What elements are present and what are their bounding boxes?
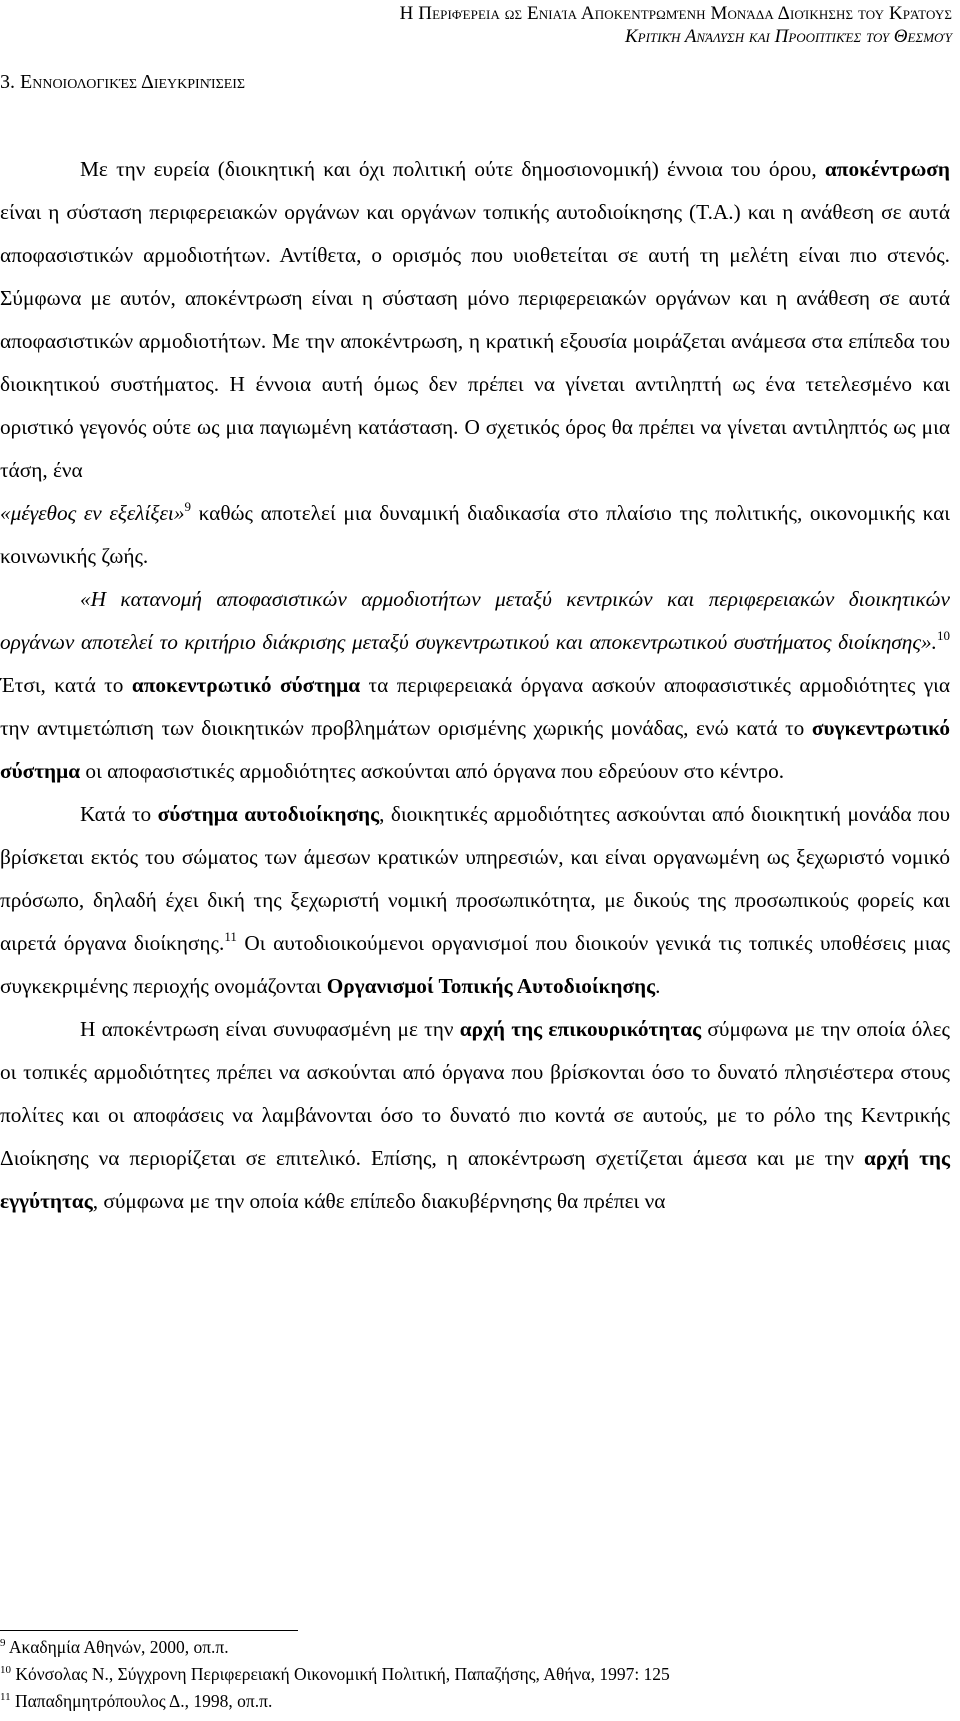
text-run: Η αποκέντρωση είναι συνυφασμένη με την — [80, 1017, 454, 1041]
text-run: οι αποφασιστικές αρμοδιότητες ασκούνται από όργανα που εδρεύουν στο κέντρο. — [85, 759, 785, 783]
bold-term: αποκεντρωτικό σύστημα — [131, 673, 361, 697]
text-run: τα περιφερειακά όργανα ασκούν αποφασιστικές αρμοδιότητες για την αντιμετώπιση των διοικητικών προβλημάτων ορισμένης χωρικής μονάδας, ενώ κατά το — [0, 673, 950, 740]
text-run: είναι η σύσταση περιφερειακών οργάνων και οργάνων τοπικής αυτοδιοίκησης (Τ.Α.) και η ανάθεση σε αυτά αποφασιστικών αρμοδιοτήτων. Αντίθετα, ο ορισμός που υιοθετείται σε αυτή τη μελέτη είναι πιο στενός. Σύμφωνα με αυτόν, αποκέντρωση είναι η σύσταση μόνο περιφερειακών οργάνων και η ανάθεση σε αυτά αποφασιστικών αρμοδιοτήτων. Με την αποκέντρωση, η κρατική εξουσία μοιράζεται ανάμεσα στα επίπεδα του διοικητικού συστήματος. Η έννοια αυτή όμως δεν πρέπει να γίνεται αντιληπτή ως ένα τετελεσμένο και οριστικό γεγονός ούτε ως μια παγιωμένη κατάσταση. Ο σχετικός όρος θα πρέπει να γίνεται αντιληπτός ως μια τάση, ένα — [0, 200, 950, 482]
text-run: καθώς αποτελεί μια δυναμική διαδικασία στο πλαίσιο της πολιτικής, οικονομικής και κοινωνικής ζωής. — [0, 501, 950, 568]
italic-quote: «Η κατανομή αποφασιστικών αρμοδιοτήτων μεταξύ κεντρικών και περιφερειακών διοικητικών οργάνων αποτελεί το κριτήριο διάκρισης μεταξύ συγκεντρωτικού και αποκεντρωτικού συστήματος διοίκησης». — [0, 587, 950, 654]
section-heading: 3. Εννοιολογικές Διευκρινίσεις — [0, 71, 246, 93]
italic-quote: «μέγεθος εν εξελίξει» — [0, 501, 185, 525]
footnote-10 — [0, 1661, 950, 1688]
bold-term: αποκέντρωση — [824, 157, 950, 181]
text-run: σύμφωνα με την οποία όλες οι τοπικές αρμοδιότητες πρέπει να ασκούνται από όργανα που βρίσκονται όσο το δυνατό πλησιέστερα στους πολίτες και οι αποφάσεις να λαμβάνονται όσο το δυνατό πιο κοντά σε αυτούς, με το ρόλο της Κεντρικής Διοίκησης να περιορίζεται σε επιτελικό. Επίσης, η αποκέντρωση σχετίζεται άμεσα και με την — [0, 1017, 950, 1170]
footnote-text: Κόνσολας Ν., Σύγχρονη Περιφερειακή Οικονομική Πολιτική, Παπαζήσης, Αθήνα, 1997: 125 — [15, 1664, 670, 1684]
header-title: Η Περιφέρεια ως Ενιαία Αποκεντρωμένη Μονάδα Διοίκησης του Κράτους — [399, 3, 952, 24]
text-run: . — [655, 974, 661, 998]
footnote-number: 11 — [0, 1691, 11, 1703]
paragraph-4 — [0, 1008, 950, 1223]
bold-term: σύστημα αυτοδιοίκησης — [157, 802, 380, 826]
text-run: Με την ευρεία (διοικητική και όχι πολιτική ούτε δημοσιονομική) έννοια του όρου, — [80, 157, 817, 181]
text-run: Οι αυτοδιοικούμενοι οργανισμοί που διοικούν γενικά τις τοπικές υποθέσεις μιας συγκεκριμένης περιοχής ονομάζονται — [0, 931, 951, 998]
body-text — [0, 148, 950, 1223]
footnote-ref-9[interactable]: 9 — [184, 499, 191, 514]
bold-term: αρχή της εγγύτητας — [0, 1146, 951, 1213]
footnote-ref-10[interactable]: 10 — [937, 628, 950, 643]
footnote-text: Παπαδημητρόπουλος Δ., 1998, οπ.π. — [14, 1691, 273, 1711]
header-subtitle: Κριτική Ανάλυση και Προοπτικές του Θεσμού — [624, 26, 952, 47]
text-run: , σύμφωνα με την οποία κάθε επίπεδο διακυβέρνησης θα πρέπει να — [92, 1189, 666, 1213]
footnotes — [0, 1634, 950, 1715]
paragraph-1 — [0, 148, 950, 578]
running-header — [400, 2, 952, 48]
footnote-text: Ακαδημία Αθηνών, 2000, οπ.π. — [8, 1637, 229, 1657]
footnote-11 — [0, 1688, 950, 1715]
footnote-9 — [0, 1634, 950, 1661]
footnote-ref-11[interactable]: 11 — [224, 929, 237, 944]
text-run: Κατά το — [80, 802, 152, 826]
paragraph-2 — [0, 578, 950, 793]
bold-term: αρχή της επικουρικότητας — [459, 1017, 702, 1041]
footnote-number: 9 — [0, 1637, 6, 1649]
bold-term: Οργανισμοί Τοπικής Αυτοδιοίκησης — [326, 974, 656, 998]
footnote-number: 10 — [0, 1664, 11, 1676]
text-run: , διοικητικές αρμοδιότητες ασκούνται από διοικητική μονάδα που βρίσκεται εκτός του σώματος των άμεσων κρατικών υπηρεσιών, και είναι οργανωμένη ως ξεχωριστό νομικό πρόσωπο, δηλαδή έχει δική της ξεχωριστή νομική προσωπικότητα, με δικούς της προσωπικούς φορείς και αιρετά όργανα διοίκησης. — [0, 802, 950, 955]
footnote-separator — [0, 1630, 298, 1631]
text-run: Έτσι, κατά το — [0, 673, 124, 697]
bold-term: συγκεντρωτικό σύστημα — [0, 716, 950, 783]
paragraph-3 — [0, 793, 950, 1008]
